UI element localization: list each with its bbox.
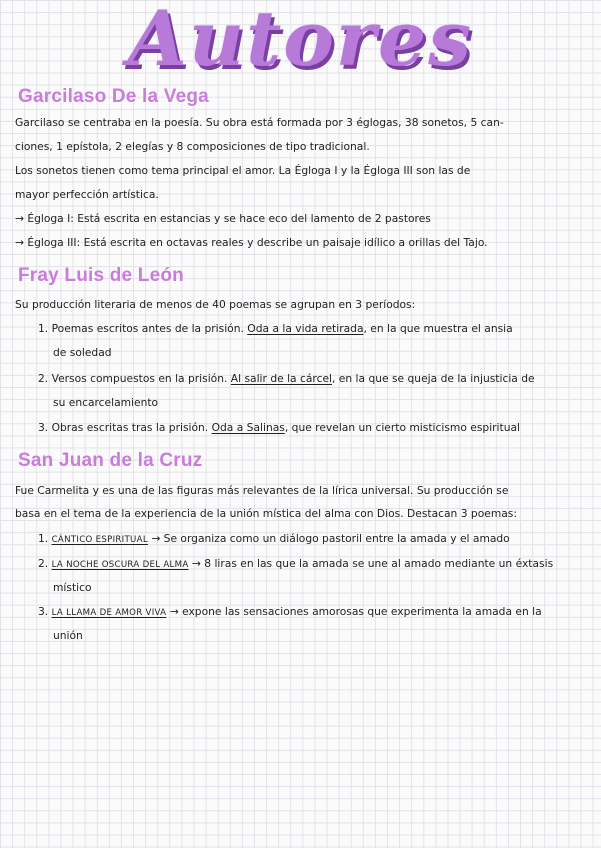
heading-fray-luis: Fray Luis de León (18, 265, 184, 286)
fray-item-1 (38, 322, 588, 335)
fray-intro: Su producción literaria de menos de 40 poemas se agrupan en 3 períodos: (15, 298, 416, 311)
fray-item-3-desc: , que revelan un cierto misticismo espiritual (284, 421, 521, 434)
fray-item-2-title: Al salir de la cárcel (230, 372, 332, 385)
sanjuan-line-2: basa en el tema de la experiencia de la unión mística del alma con Dios. Destacan 3 poemas: (15, 507, 517, 520)
sanjuan-item-1-num: 1. (38, 532, 52, 545)
heading-san-juan: San Juan de la Cruz (18, 450, 203, 471)
fray-item-1-title: Oda a la vida retirada (247, 322, 364, 335)
sanjuan-item-1-title: CÁNTICO ESPIRITUAL (51, 535, 148, 545)
sanjuan-item-2 (38, 557, 588, 570)
fray-item-1-cont: de soledad (53, 346, 112, 359)
fray-item-2-text: 2. Versos compuestos en la prisión. (38, 372, 231, 385)
fray-item-3 (38, 421, 588, 434)
sanjuan-item-3-desc: → expone las sensaciones amorosas que experimenta la amada en la (166, 605, 542, 618)
garcilaso-line-2: ciones, 1 epístola, 2 elegías y 8 composiciones de tipo tradicional. (15, 140, 370, 153)
sanjuan-item-3-cont: unión (53, 629, 83, 642)
fray-item-3-text: 3. Obras escritas tras la prisión. (38, 421, 212, 434)
fray-item-2 (38, 372, 588, 385)
garcilaso-line-3: Los sonetos tienen como tema principal el amor. La Égloga I y la Égloga III son las de (15, 164, 471, 177)
sanjuan-item-3-title: LA LLAMA DE AMOR VIVA (51, 608, 167, 618)
sanjuan-line-1: Fue Carmelita y es una de las figuras más relevantes de la lírica universal. Su producción se (15, 484, 509, 497)
sanjuan-item-2-num: 2. (38, 557, 52, 570)
fray-item-1-desc: , en la que muestra el ansia (363, 322, 513, 335)
fray-item-3-title: Oda a Salinas (211, 421, 285, 434)
sanjuan-item-1 (38, 532, 588, 545)
sanjuan-item-1-desc: → Se organiza como un diálogo pastoril entre la amada y el amado (147, 532, 510, 545)
garcilaso-line-1: Garcilaso se centraba en la poesía. Su obra está formada por 3 églogas, 38 sonetos, 5 can- (15, 116, 504, 129)
garcilaso-egloga-3: → Égloga III: Está escrita en octavas reales y describe un paisaje idílico a orillas del Tajo. (15, 236, 488, 249)
sanjuan-item-3 (38, 605, 588, 618)
page-title: Autores (127, 0, 474, 83)
fray-item-2-desc: , en la que se queja de la injusticia de (332, 372, 535, 385)
heading-garcilaso: Garcilaso De la Vega (18, 86, 209, 107)
garcilaso-line-4: mayor perfección artística. (15, 188, 159, 201)
sanjuan-item-2-title: LA NOCHE OSCURA DEL ALMA (51, 560, 189, 570)
fray-item-1-text: 1. Poemas escritos antes de la prisión. (38, 322, 248, 335)
fray-item-2-cont: su encarcelamiento (53, 396, 159, 409)
sanjuan-item-2-desc: → 8 liras en las que la amada se une al amado mediante un éxtasis (188, 557, 554, 570)
sanjuan-item-3-num: 3. (38, 605, 52, 618)
garcilaso-egloga-1: → Égloga I: Está escrita en estancias y se hace eco del lamento de 2 pastores (15, 212, 431, 225)
sanjuan-item-2-cont: místico (53, 581, 92, 594)
